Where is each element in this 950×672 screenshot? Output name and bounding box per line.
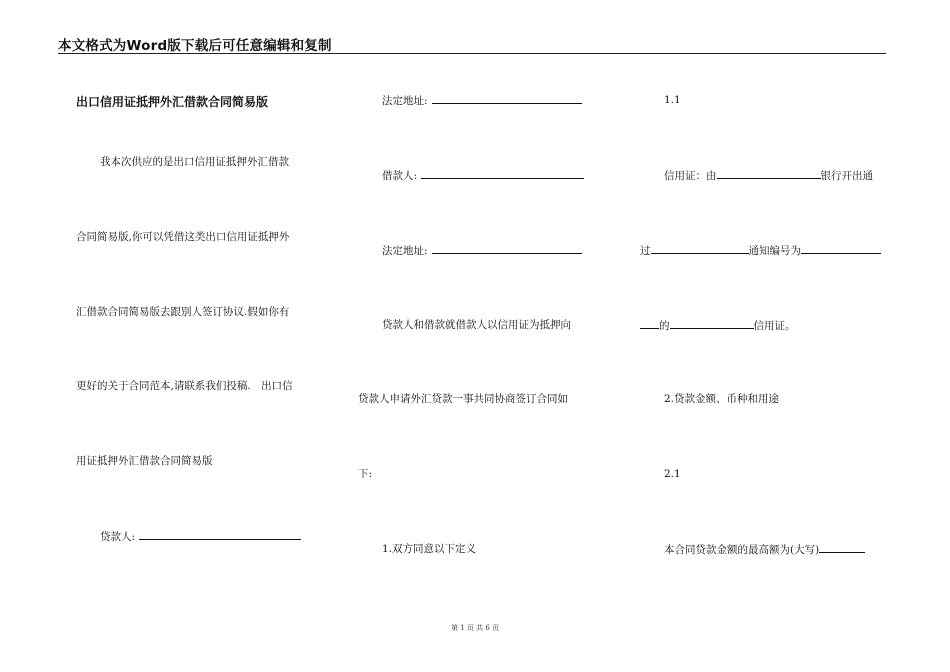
of-mid: 的 bbox=[659, 320, 670, 332]
intro-line-1: 我本次供应的是出口信用证抵押外汇借款 bbox=[100, 156, 289, 168]
para-line-2: 贷款人申请外汇贷款一事共同协商签订合同如 bbox=[358, 393, 568, 405]
document-title: 出口信用证抵押外汇借款合同简易版 bbox=[76, 95, 269, 109]
lc-of-line bbox=[640, 318, 796, 333]
of-blank-1 bbox=[640, 318, 659, 329]
max-amount-line bbox=[664, 542, 865, 557]
address2-field bbox=[382, 243, 582, 258]
header-title: 本文格式为Word版下载后可任意编辑和复制 bbox=[58, 38, 332, 54]
intro-line-5: 用证抵押外汇借款合同简易版 bbox=[76, 455, 213, 467]
header-divider bbox=[58, 53, 886, 54]
of-blank-2 bbox=[670, 318, 754, 329]
borrower-label: 借款人: bbox=[382, 170, 418, 182]
address1-label: 法定地址: bbox=[382, 95, 428, 107]
lender-field bbox=[100, 529, 301, 544]
para-line-3: 下: bbox=[358, 468, 373, 480]
of-suffix: 信用证。 bbox=[753, 320, 796, 332]
address2-label: 法定地址: bbox=[382, 245, 428, 257]
lc-bank-blank bbox=[717, 168, 821, 179]
lender-label: 贷款人: bbox=[100, 531, 136, 543]
clause-1: 1.双方同意以下定义 bbox=[382, 543, 477, 555]
notice-number-blank bbox=[801, 243, 881, 254]
lender-blank bbox=[139, 529, 301, 540]
section-2-1: 2.1 bbox=[664, 468, 681, 480]
via-prefix: 过 bbox=[640, 245, 651, 257]
lc-via-line bbox=[640, 243, 881, 258]
lc-suffix: 银行开出通 bbox=[820, 170, 873, 182]
via-blank bbox=[651, 243, 749, 254]
section-1-1: 1.1 bbox=[664, 94, 681, 106]
address1-field bbox=[382, 93, 582, 108]
intro-line-3: 汇借款合同简易版去跟别人签订协议.假如你有 bbox=[76, 306, 290, 318]
address2-blank bbox=[432, 243, 582, 254]
borrower-field bbox=[382, 168, 584, 183]
section-2: 2.贷款金额、币种和用途 bbox=[664, 393, 780, 405]
via-mid: 通知编号为 bbox=[748, 245, 801, 257]
max-amount-label: 本合同贷款金额的最高额为(大写) bbox=[664, 544, 820, 556]
lc-issuer-line bbox=[664, 168, 873, 183]
para-line-1: 贷款人和借款就借款人以信用证为抵押向 bbox=[382, 319, 571, 331]
page-footer: 第 1 页 共 6 页 bbox=[450, 624, 500, 632]
max-amount-blank bbox=[819, 542, 865, 553]
lc-prefix: 信用证：由 bbox=[664, 170, 717, 182]
borrower-blank bbox=[421, 168, 584, 179]
intro-line-2: 合同简易版,你可以凭借这类出口信用证抵押外 bbox=[76, 231, 290, 243]
address1-blank bbox=[432, 93, 582, 104]
intro-line-4: 更好的关于合同范本,请联系我们投稿. 出口信 bbox=[76, 380, 293, 392]
